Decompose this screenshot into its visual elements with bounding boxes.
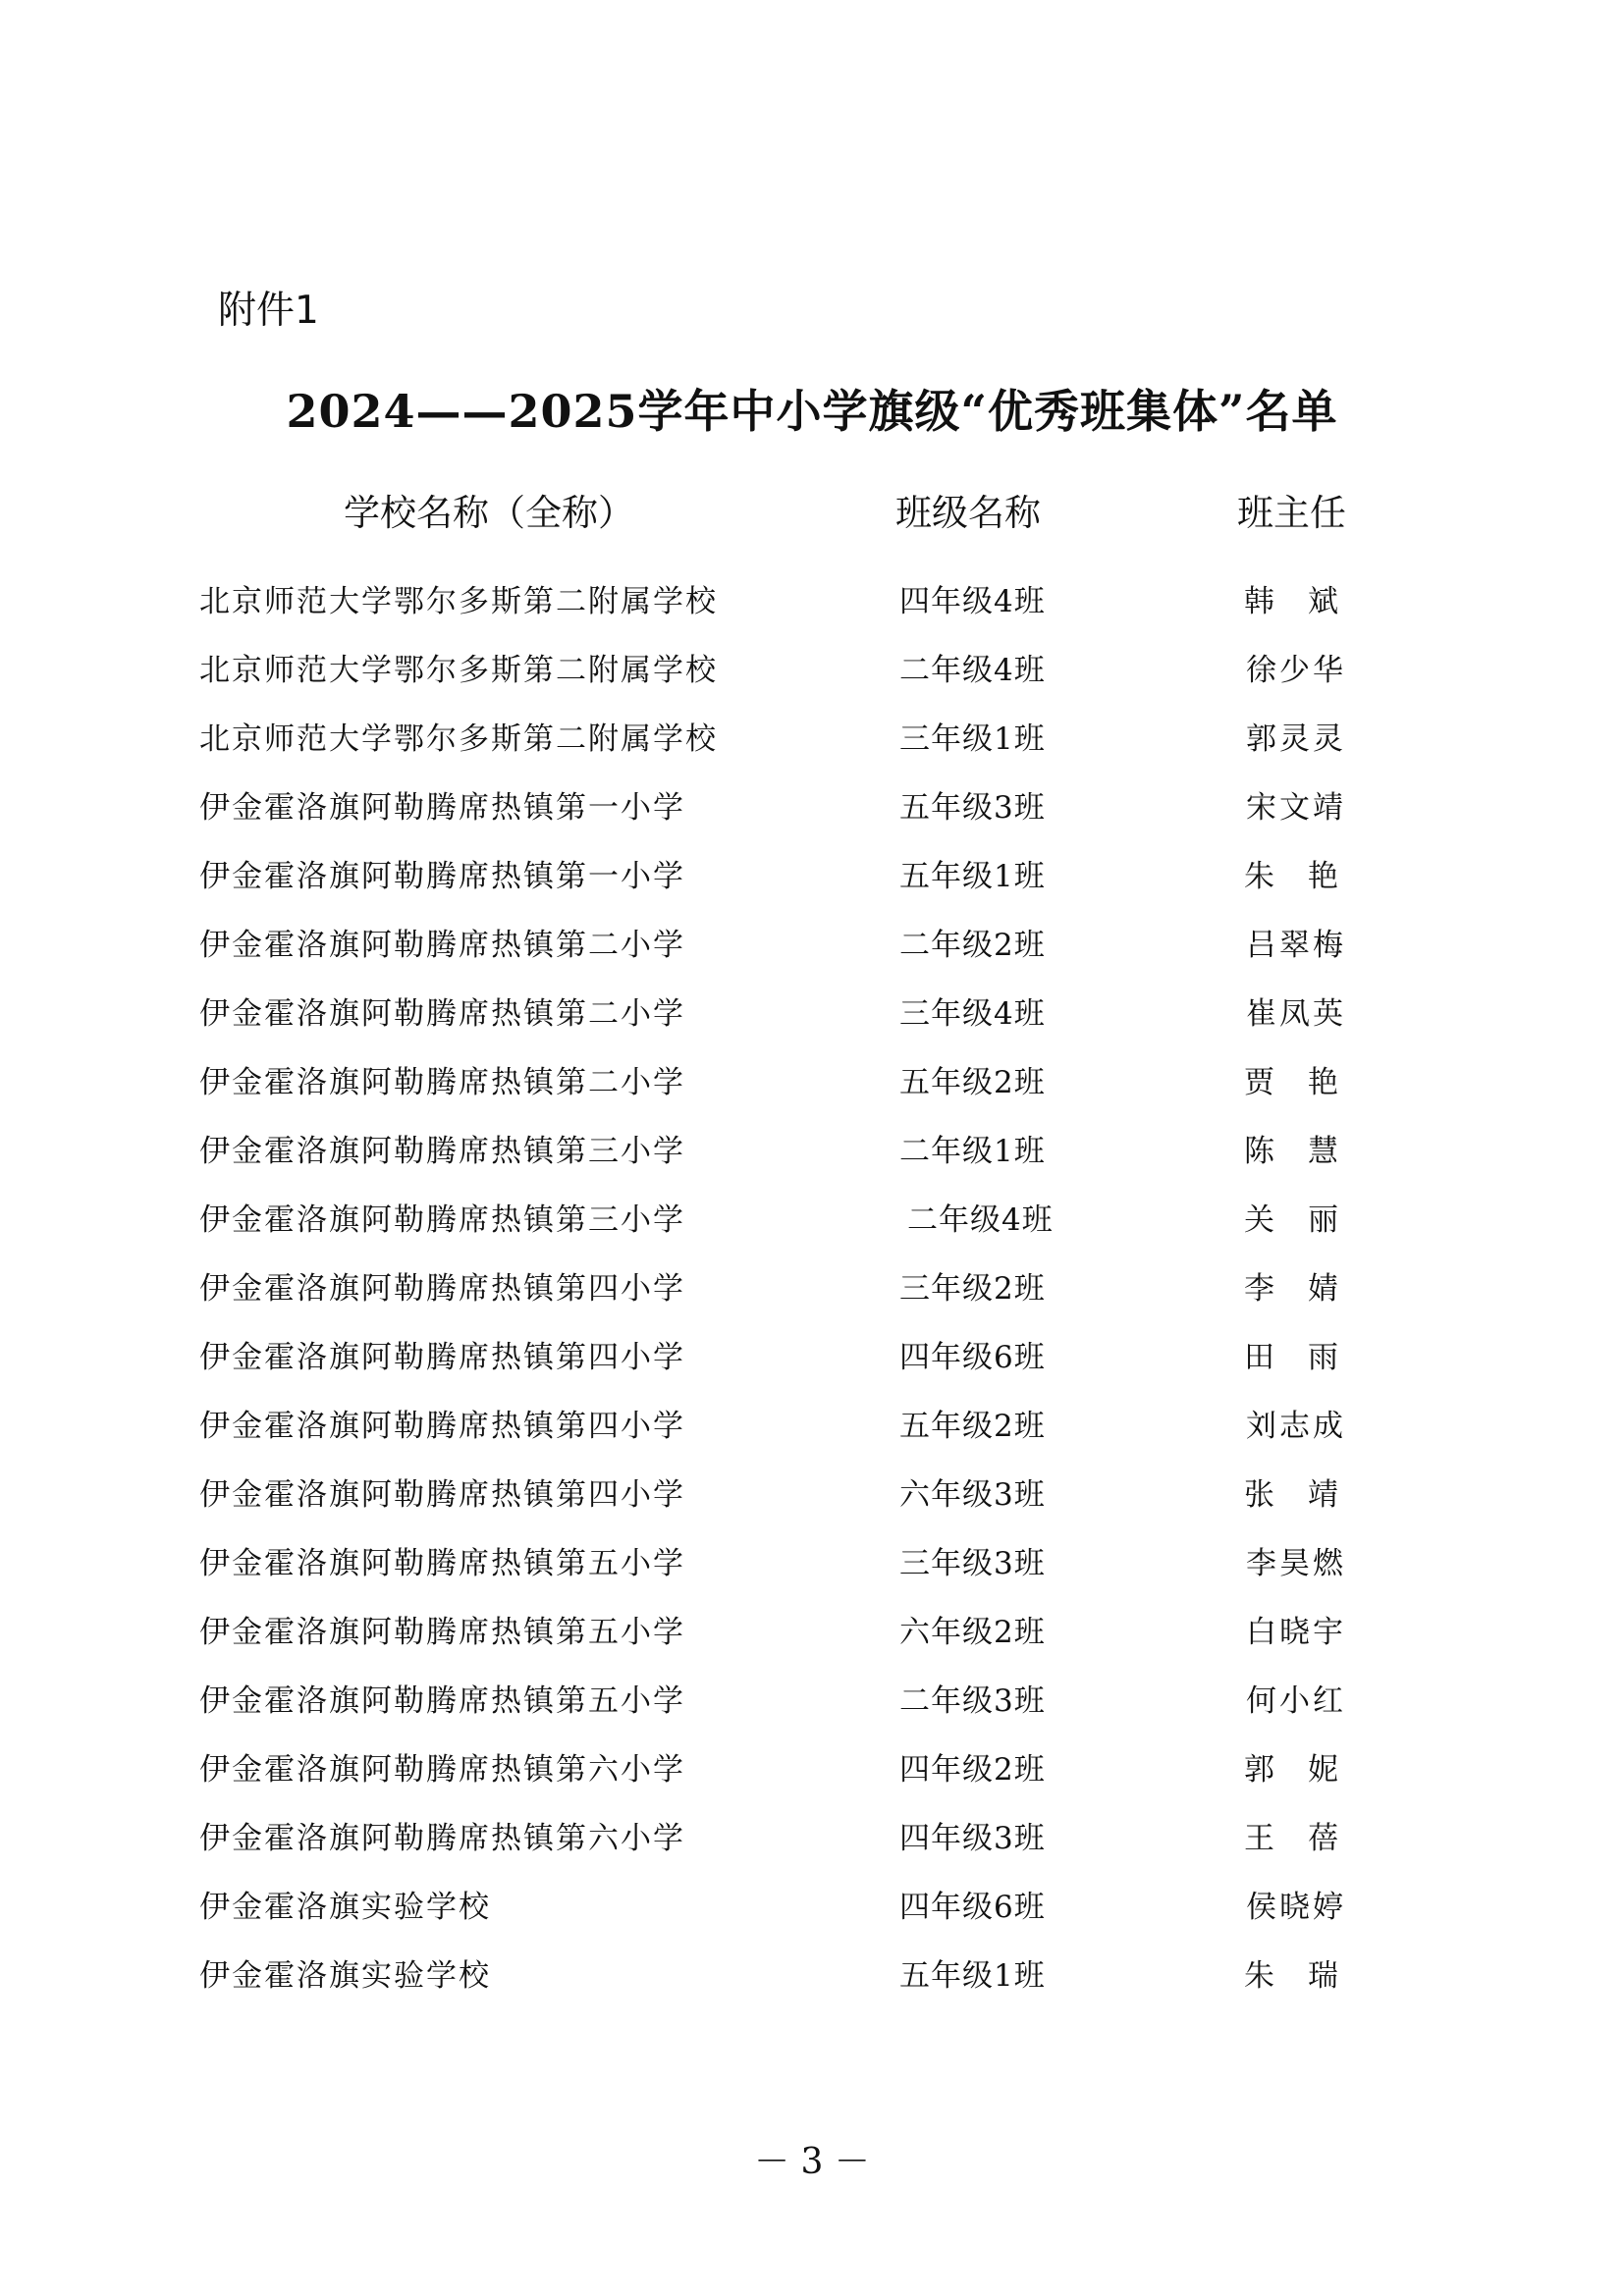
cell-school: 伊金霍洛旗阿勒腾席热镇第四小学: [199, 1340, 685, 1375]
table-row: [0, 1598, 1624, 1667]
cell-class: 六年级3班: [899, 1477, 1046, 1513]
cell-teacher: 朱瑞: [1244, 1958, 1372, 1994]
cell-class: 二年级4班: [899, 653, 1046, 688]
cell-teacher: 韩斌: [1244, 584, 1372, 619]
cell-school: 伊金霍洛旗阿勒腾席热镇第一小学: [199, 859, 685, 894]
attachment-label: 附件1: [218, 289, 319, 333]
cell-school: 伊金霍洛旗阿勒腾席热镇第六小学: [199, 1752, 685, 1788]
cell-teacher: 张靖: [1244, 1477, 1372, 1513]
cell-class: 四年级6班: [899, 1340, 1046, 1375]
cell-class: 三年级4班: [899, 996, 1046, 1032]
table-row: [0, 1117, 1624, 1186]
header-head-teacher: 班主任: [1237, 492, 1346, 534]
table-row: [0, 1461, 1624, 1529]
cell-teacher: 郭妮: [1244, 1752, 1372, 1788]
cell-class: 四年级4班: [899, 584, 1046, 619]
document-title: 2024——2025学年中小学旗级“优秀班集体”名单: [286, 385, 1338, 438]
cell-teacher: 贾艳: [1244, 1065, 1372, 1100]
cell-teacher: 宋文靖: [1246, 790, 1346, 826]
table-row: [0, 1667, 1624, 1735]
cell-teacher: 关丽: [1244, 1202, 1372, 1238]
cell-school: 伊金霍洛旗实验学校: [199, 1958, 491, 1994]
cell-class: 三年级1班: [899, 721, 1046, 757]
cell-school: 伊金霍洛旗阿勒腾席热镇第四小学: [199, 1477, 685, 1513]
cell-class: 二年级4班: [907, 1202, 1054, 1238]
cell-class: 五年级2班: [899, 1065, 1046, 1100]
cell-teacher: 田雨: [1244, 1340, 1372, 1375]
table-row: [0, 1048, 1624, 1117]
cell-teacher: 崔凤英: [1246, 996, 1346, 1032]
table-row: [0, 911, 1624, 980]
cell-school: 伊金霍洛旗阿勒腾席热镇第五小学: [199, 1683, 685, 1719]
cell-class: 四年级6班: [899, 1890, 1046, 1925]
cell-school: 北京师范大学鄂尔多斯第二附属学校: [199, 584, 718, 619]
cell-class: 五年级1班: [899, 1958, 1046, 1994]
cell-school: 伊金霍洛旗实验学校: [199, 1890, 491, 1925]
table-row: [0, 1529, 1624, 1598]
cell-teacher: 刘志成: [1246, 1409, 1346, 1444]
table-row: [0, 1323, 1624, 1392]
table-row: [0, 842, 1624, 911]
header-class-name: 班级名称: [895, 492, 1041, 534]
cell-teacher: 陈慧: [1244, 1134, 1372, 1169]
table-body: [0, 567, 1624, 2010]
table-header: [0, 486, 1624, 541]
table-row: [0, 1186, 1624, 1255]
cell-class: 三年级2班: [899, 1271, 1046, 1307]
cell-school: 伊金霍洛旗阿勒腾席热镇第二小学: [199, 928, 685, 963]
header-school-name: 学校名称（全称）: [344, 492, 634, 534]
cell-class: 五年级3班: [899, 790, 1046, 826]
cell-class: 四年级2班: [899, 1752, 1046, 1788]
cell-teacher: 侯晓婷: [1246, 1890, 1346, 1925]
cell-school: 伊金霍洛旗阿勒腾席热镇第二小学: [199, 996, 685, 1032]
cell-teacher: 王蓓: [1244, 1821, 1372, 1856]
cell-class: 二年级3班: [899, 1683, 1046, 1719]
cell-teacher: 何小红: [1246, 1683, 1346, 1719]
table-row: [0, 636, 1624, 705]
cell-class: 五年级1班: [899, 859, 1046, 894]
cell-school: 伊金霍洛旗阿勒腾席热镇第五小学: [199, 1546, 685, 1581]
cell-school: 伊金霍洛旗阿勒腾席热镇第五小学: [199, 1615, 685, 1650]
table-row: [0, 1873, 1624, 1942]
cell-class: 四年级3班: [899, 1821, 1046, 1856]
cell-school: 伊金霍洛旗阿勒腾席热镇第三小学: [199, 1202, 685, 1238]
cell-teacher: 李昊燃: [1246, 1546, 1346, 1581]
cell-school: 伊金霍洛旗阿勒腾席热镇第四小学: [199, 1271, 685, 1307]
cell-class: 五年级2班: [899, 1409, 1046, 1444]
table-row: [0, 1942, 1624, 2010]
cell-teacher: 朱艳: [1244, 859, 1372, 894]
page-number: － 3 －: [754, 2142, 870, 2182]
table-row: [0, 1735, 1624, 1804]
cell-school: 伊金霍洛旗阿勒腾席热镇第四小学: [199, 1409, 685, 1444]
cell-class: 三年级3班: [899, 1546, 1046, 1581]
table-row: [0, 705, 1624, 774]
cell-school: 伊金霍洛旗阿勒腾席热镇第一小学: [199, 790, 685, 826]
table-row: [0, 567, 1624, 636]
table-row: [0, 980, 1624, 1048]
table-row: [0, 1392, 1624, 1461]
cell-school: 伊金霍洛旗阿勒腾席热镇第二小学: [199, 1065, 685, 1100]
cell-school: 北京师范大学鄂尔多斯第二附属学校: [199, 721, 718, 757]
cell-class: 六年级2班: [899, 1615, 1046, 1650]
cell-teacher: 郭灵灵: [1246, 721, 1346, 757]
cell-teacher: 李婧: [1244, 1271, 1372, 1307]
table-row: [0, 1255, 1624, 1323]
cell-teacher: 徐少华: [1246, 653, 1346, 688]
cell-school: 伊金霍洛旗阿勒腾席热镇第三小学: [199, 1134, 685, 1169]
cell-teacher: 白晓宇: [1246, 1615, 1346, 1650]
table-row: [0, 774, 1624, 842]
cell-teacher: 吕翠梅: [1246, 928, 1346, 963]
cell-school: 北京师范大学鄂尔多斯第二附属学校: [199, 653, 718, 688]
table-row: [0, 1804, 1624, 1873]
cell-class: 二年级2班: [899, 928, 1046, 963]
cell-class: 二年级1班: [899, 1134, 1046, 1169]
cell-school: 伊金霍洛旗阿勒腾席热镇第六小学: [199, 1821, 685, 1856]
